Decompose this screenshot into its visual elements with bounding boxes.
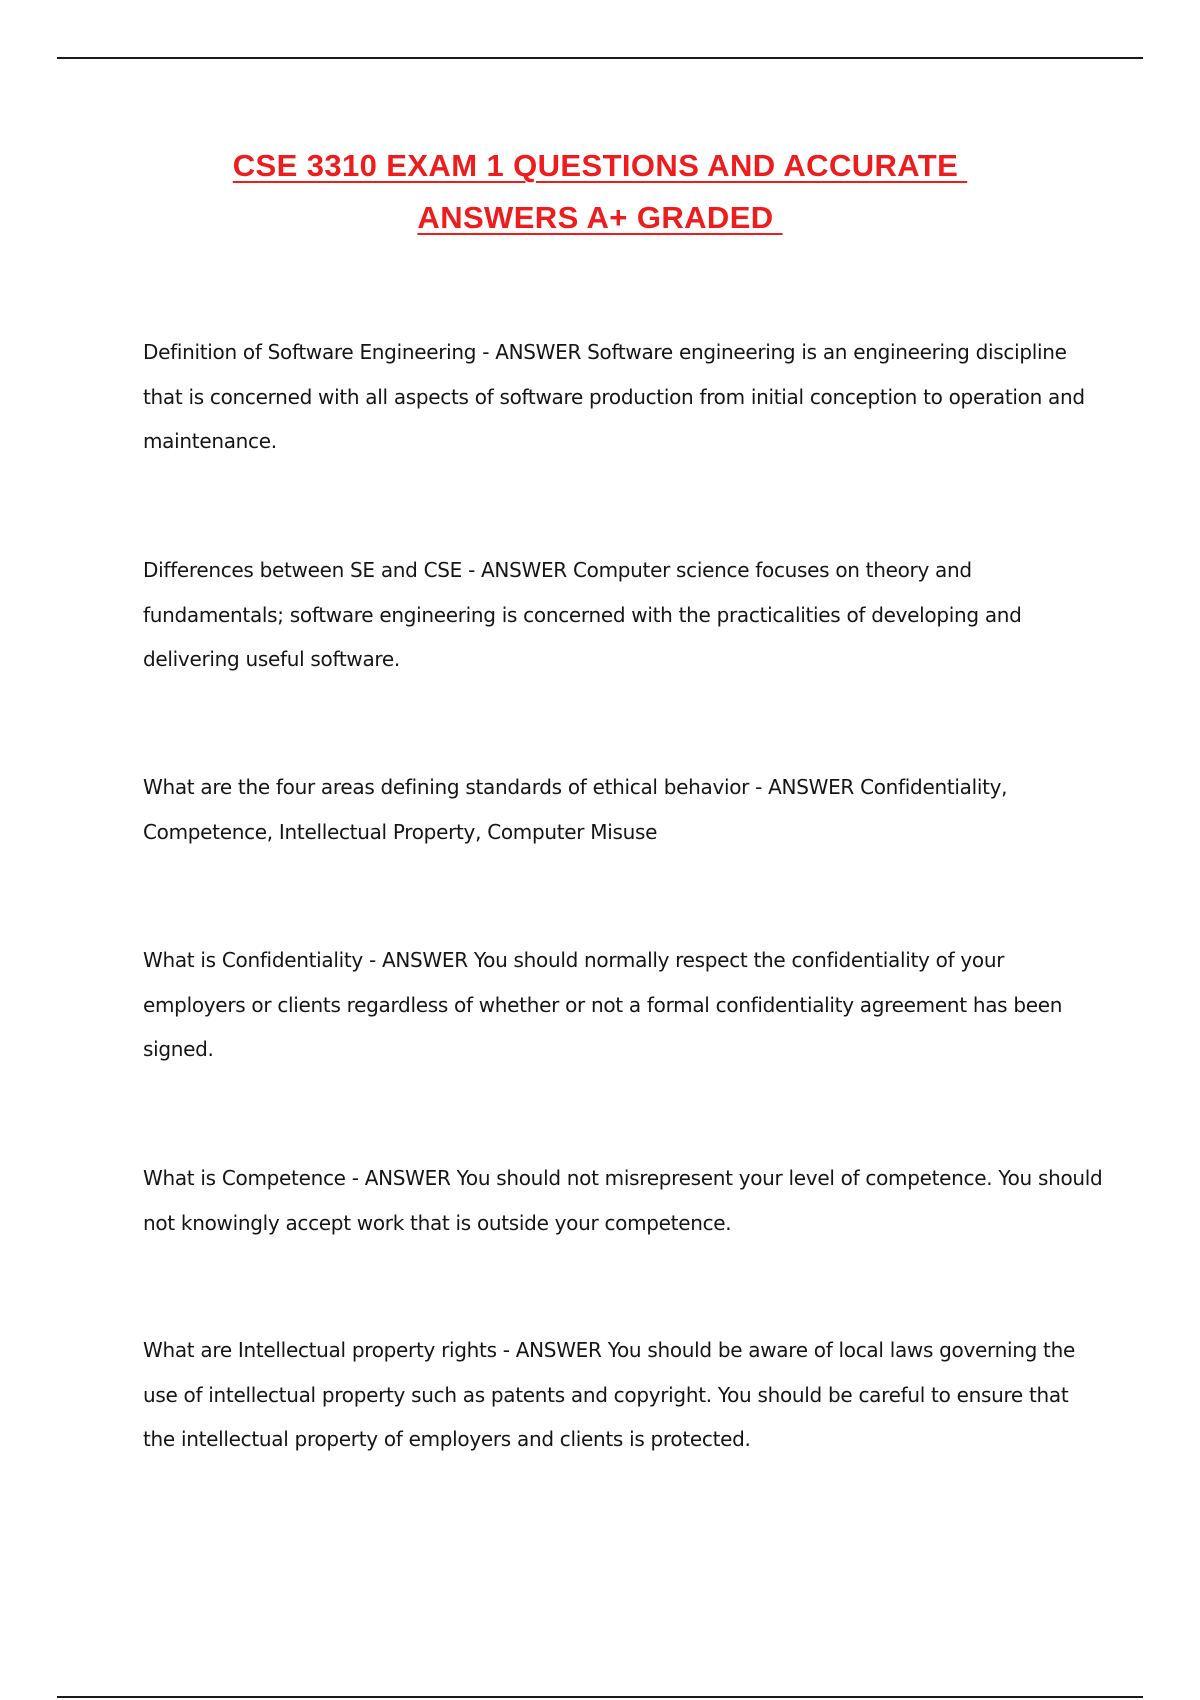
qa-item-se-vs-cse [143, 548, 1103, 682]
qa-item-definition-of-se [143, 330, 1103, 464]
answer-text: You should be aware of local laws governing the use of intellectual property such as patents and copyright. You should be careful to ensure that the intellectual property of employers and clients is protected. [143, 1338, 1075, 1451]
answer-label: ANSWER [481, 558, 567, 582]
question-text: What are the four areas defining standards of ethical behavior [143, 775, 750, 799]
answer-label: ANSWER [495, 340, 582, 364]
question-text: Definition of Software Engineering [143, 340, 477, 364]
top-rule [57, 57, 1143, 59]
answer-label: ANSWER [364, 1166, 451, 1190]
answer-text: You should normally respect the confidentiality of your employers or clients regardless of whether or not a formal confidentiality agreement has been signed. [143, 948, 1063, 1061]
title-line-2: ANSWERS A+ GRADED [417, 200, 783, 235]
bottom-rule [57, 1696, 1143, 1698]
answer-text: Confidentiality, Competence, Intellectual Property, Computer Misuse [143, 775, 1008, 844]
question-text: What are Intellectual property rights [143, 1338, 497, 1362]
answer-text: Software engineering is an engineering discipline that is concerned with all aspects of software production from initial conception to operation and maintenance. [143, 340, 1085, 453]
answer-label: ANSWER [768, 775, 855, 799]
answer-separator: - [502, 1338, 510, 1362]
qa-item-ethical-areas [143, 765, 1103, 854]
answer-label: ANSWER [381, 948, 468, 972]
answer-separator: - [351, 1166, 359, 1190]
question-text: What is Competence [143, 1166, 346, 1190]
answer-label: ANSWER [515, 1338, 602, 1362]
answer-text: You should not misrepresent your level of competence. You should not knowingly accept work that is outside your competence. [143, 1166, 1103, 1235]
answer-separator: - [468, 558, 475, 582]
qa-item-competence [143, 1156, 1103, 1245]
question-text: What is Confidentiality [143, 948, 363, 972]
qa-item-confidentiality [143, 938, 1103, 1072]
answer-text: Computer science focuses on theory and fundamentals; software engineering is concerned with the practicalities of developing and delivering useful software. [143, 558, 1022, 671]
answer-separator: - [369, 948, 376, 972]
title-line-1: CSE 3310 EXAM 1 QUESTIONS AND ACCURATE [232, 148, 968, 183]
answer-separator: - [755, 775, 763, 799]
document-title [0, 140, 1200, 244]
question-text: Differences between SE and CSE [143, 558, 462, 582]
answer-separator: - [482, 340, 490, 364]
qa-item-intellectual-property [143, 1328, 1103, 1462]
